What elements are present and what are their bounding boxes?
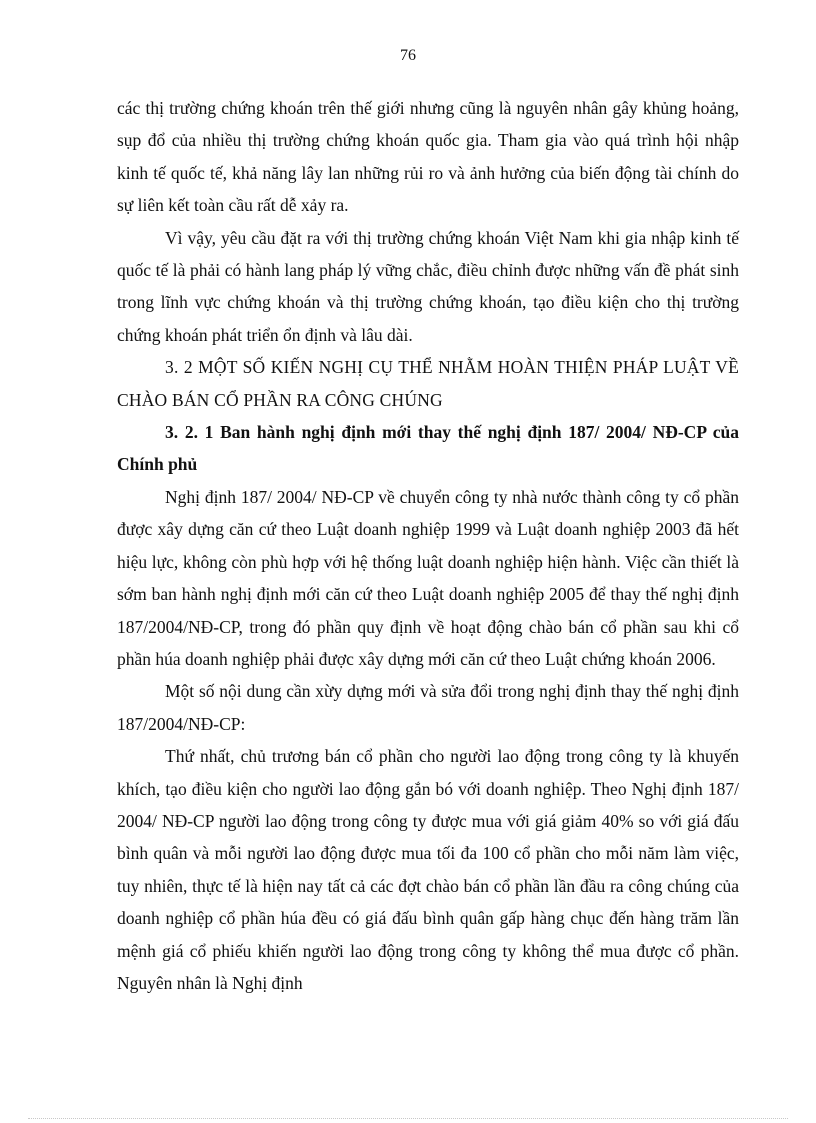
page-number: 76 (400, 47, 416, 64)
page-bottom-divider (28, 1118, 788, 1119)
subsection-heading: 3. 2. 1 Ban hành nghị định mới thay thế nghị định 187/ 2004/ NĐ-CP của Chính phủ (117, 422, 739, 475)
document-body (117, 92, 739, 999)
paragraph-continued: các thị trường chứng khoán trên thế giới nhưng cũng là nguyên nhân gây khủng hoảng, sụp đổ của nhiều thị trường chứng khoán quốc gia. Tham gia vào quá trình hội nhập kinh tế quốc tế, khả năng lây lan những rủi ro và ảnh hưởng của biến động tài chính do sự liên kết toàn cầu rất dễ xảy ra. (117, 98, 739, 216)
paragraph: Thứ nhất, chủ trương bán cổ phần cho người lao động trong công ty là khuyến khích, tạo điều kiện cho người lao động gắn bó với doanh nghiệp. Theo Nghị định 187/ 2004/ NĐ-CP người lao động trong công ty được mua với giá giảm 40% so với giá đấu bình quân và mỗi người lao động được mua tối đa 100 cổ phần cho mỗi năm làm việc, tuy nhiên, thực tế là hiện nay tất cả các đợt chào bán cổ phần lần đầu ra công chúng của doanh nghiệp cổ phần húa đều có giá đấu bình quân gấp hàng chục đến hàng trăm lần mệnh giá cổ phiếu khiến người lao động trong công ty không thể mua được cổ phần. Nguyên nhân là Nghị định (117, 746, 739, 993)
paragraph: Một số nội dung cần xừy dựng mới và sửa đổi trong nghị định thay thế nghị định 187/2004/NĐ-CP: (117, 681, 739, 734)
paragraph: Nghị định 187/ 2004/ NĐ-CP về chuyển công ty nhà nước thành công ty cổ phần được xây dựng căn cứ theo Luật doanh nghiệp 1999 và Luật doanh nghiệp 2003 đã hết hiệu lực, không còn phù hợp với hệ thống luật doanh nghiệp hiện hành. Việc cần thiết là sớm ban hành nghị định mới căn cứ theo Luật doanh nghiệp 2005 để thay thế nghị định 187/2004/NĐ-CP, trong đó phần quy định về hoạt động chào bán cổ phần sau khi cổ phần húa doanh nghiệp phải được xây dựng mới căn cứ theo Luật chứng khoán 2006. (117, 486, 739, 669)
section-heading: 3. 2 MỘT SỐ KIẾN NGHỊ CỤ THỂ NHẰM HOÀN THIỆN PHÁP LUẬT VỀ CHÀO BÁN CỔ PHẦN RA CÔNG CHÚNG (117, 357, 739, 410)
paragraph: Vì vậy, yêu cầu đặt ra với thị trường chứng khoán Việt Nam khi gia nhập kinh tế quốc tế là phải có hành lang pháp lý vững chắc, điều chỉnh được những vấn đề phát sinh trong lĩnh vực chứng khoán và thị trường chứng khoán, tạo điều kiện cho thị trường chứng khoán phát triển ổn định và lâu dài. (117, 227, 739, 345)
